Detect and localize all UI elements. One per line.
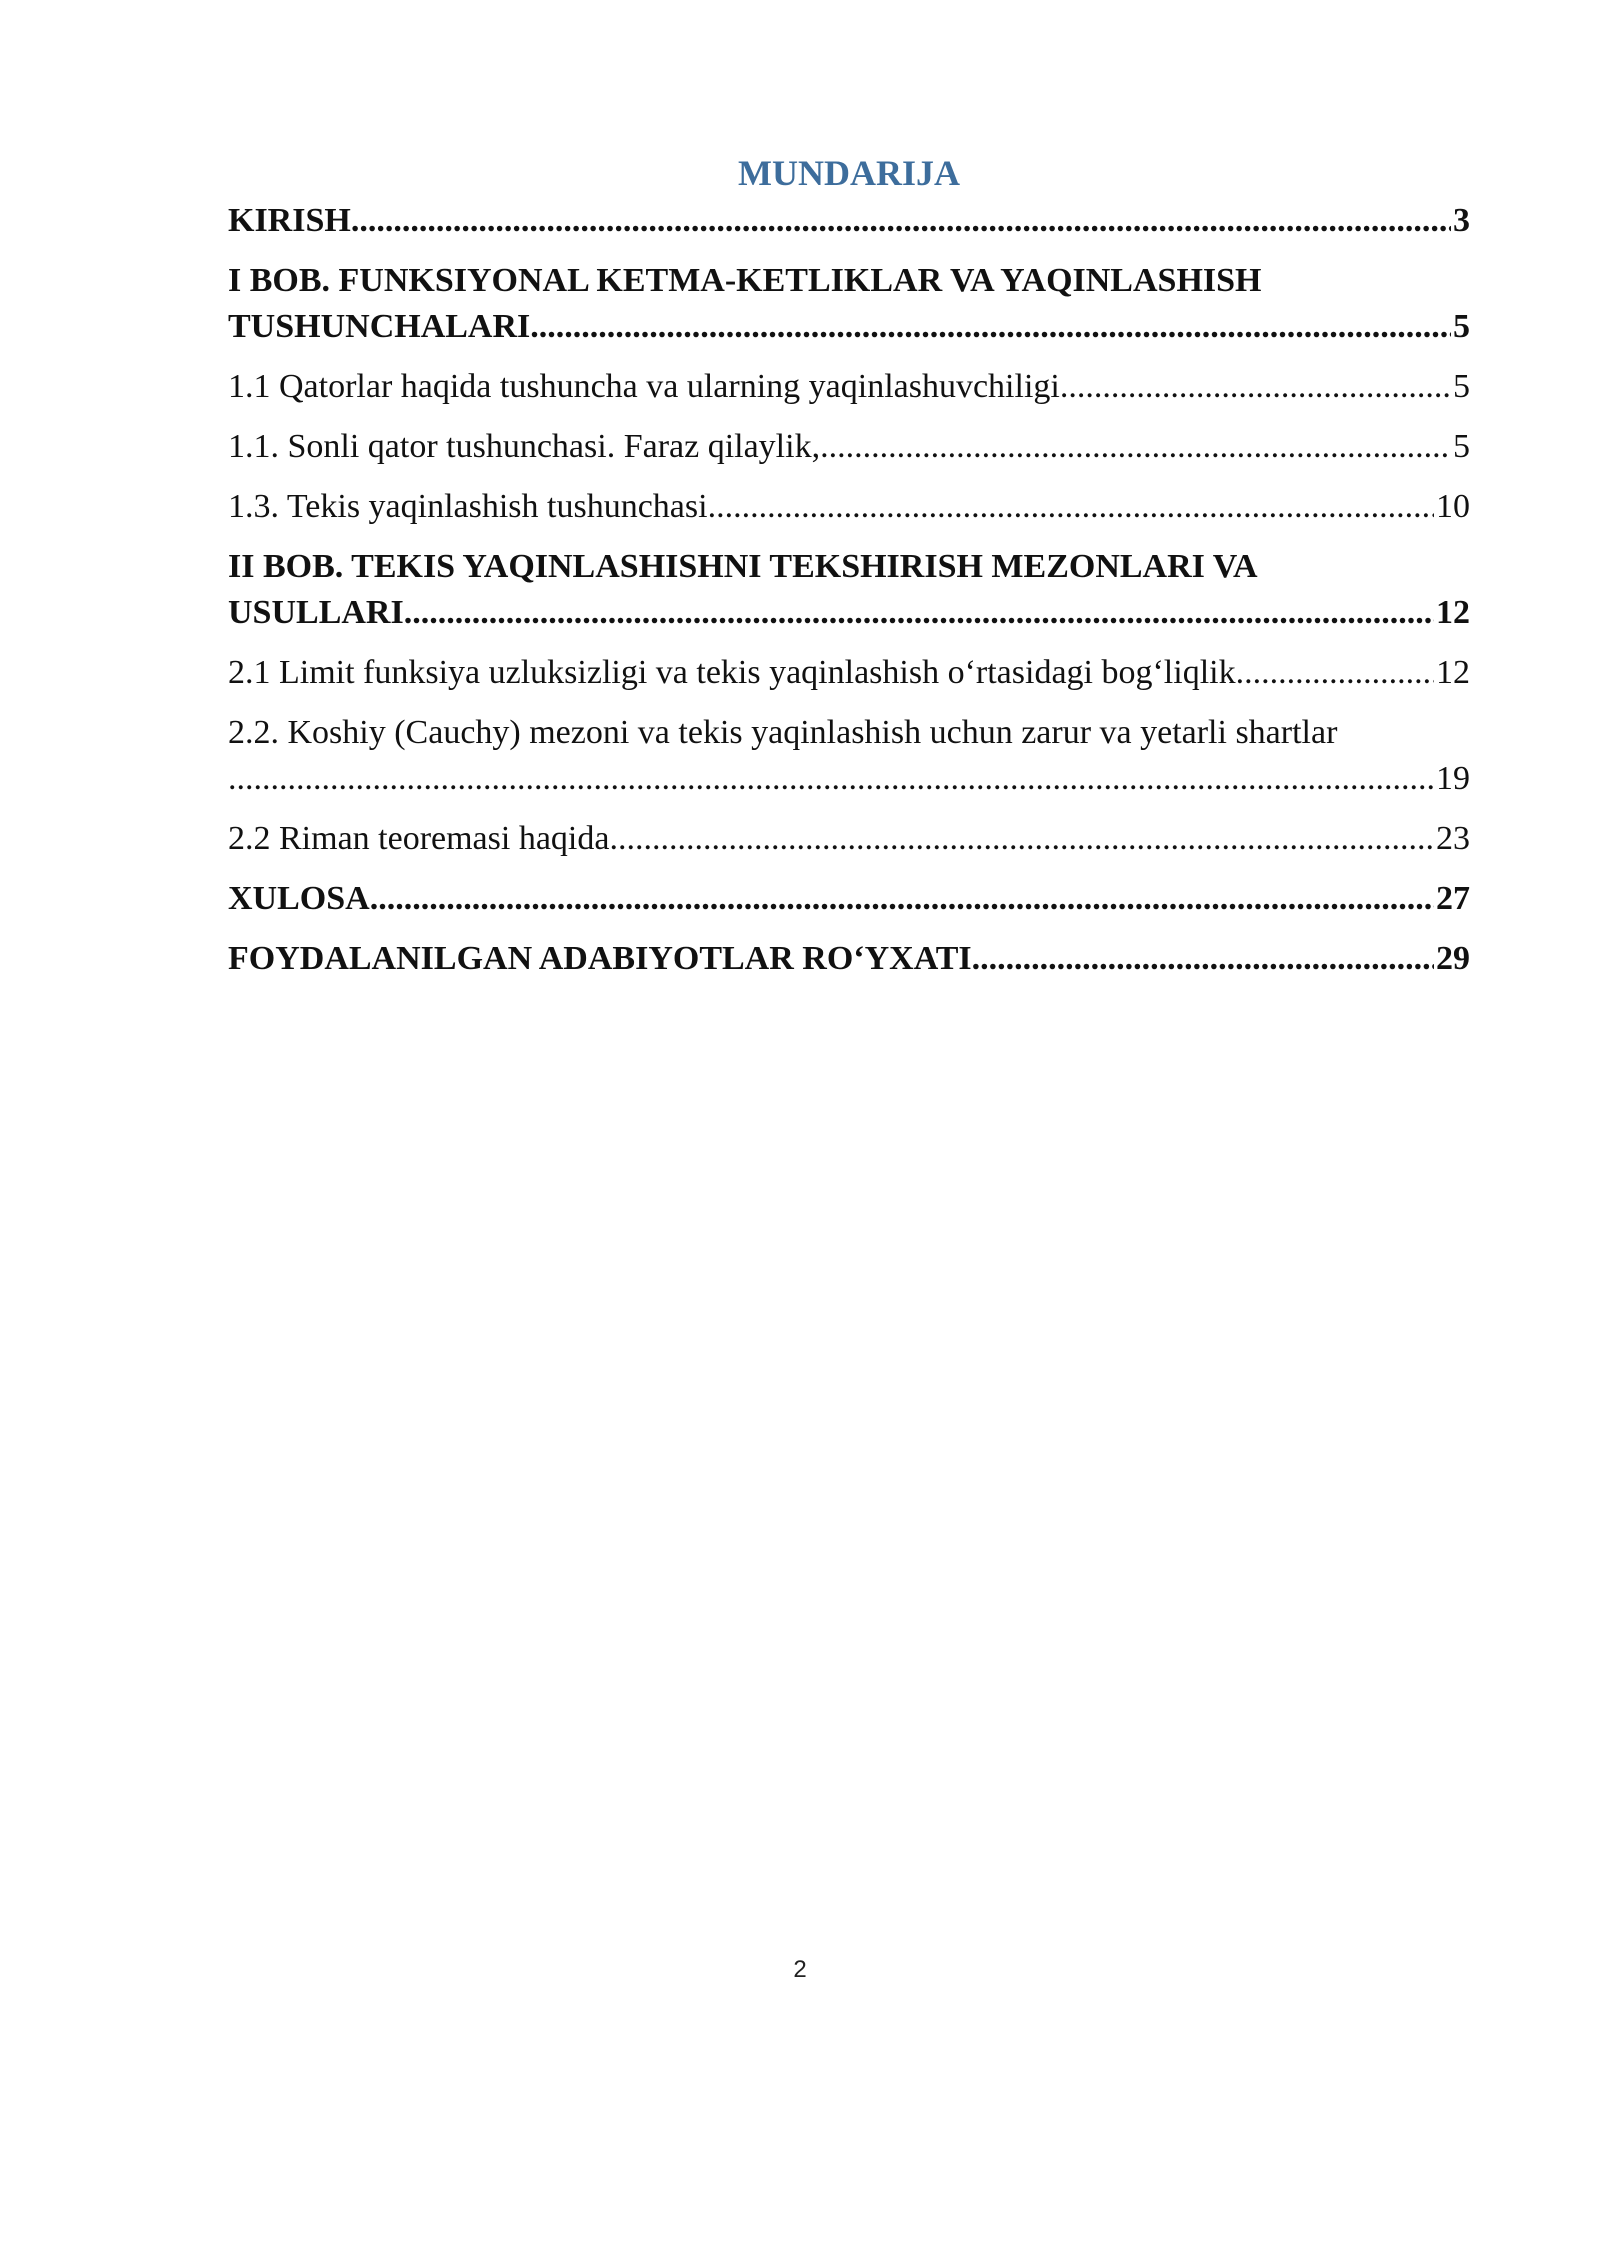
toc-entry-label: KIRISH xyxy=(228,202,351,239)
toc-entry-page: 12 xyxy=(1436,594,1470,631)
toc-entry-page: 3 xyxy=(1453,202,1470,239)
page-number: 2 xyxy=(793,1956,807,1983)
toc-entry-label: 2.2 Riman teoremasi haqida xyxy=(228,820,610,857)
toc-title: MUNDARIJA xyxy=(738,153,960,193)
toc-entry-1-3[interactable] xyxy=(228,484,1470,530)
toc-leader-dots xyxy=(1060,364,1451,410)
toc-entry-label: FOYDALANILGAN ADABIYOTLAR RO‘YXATI xyxy=(228,940,972,977)
toc-entry-page: 29 xyxy=(1436,940,1470,977)
toc-leader-dots xyxy=(820,424,1451,470)
toc-entry-page: 10 xyxy=(1436,488,1470,525)
toc-entry-page: 19 xyxy=(1436,760,1470,797)
toc-leader-dots xyxy=(351,198,1451,244)
toc-entry-label: USULLARI xyxy=(228,594,404,631)
toc-entry-label: TUSHUNCHALARI xyxy=(228,308,531,345)
toc-entry-label: 1.1. Sonli qator tushunchasi. Faraz qilaylik, xyxy=(228,428,821,465)
toc-entry-label: XULOSA xyxy=(228,880,370,917)
toc-leader-dots xyxy=(370,876,1434,922)
toc-leader-dots xyxy=(708,484,1434,530)
toc-entry-2-2-koshiy[interactable] xyxy=(228,710,1470,802)
toc-entry-kirish[interactable] xyxy=(228,198,1470,244)
toc-entry-label-line1: II BOB. TEKIS YAQINLASHISHNI TEKSHIRISH MEZONLARI VA xyxy=(228,548,1258,585)
toc-entry-page: 23 xyxy=(1436,820,1470,857)
toc-entry-references[interactable] xyxy=(228,936,1470,982)
toc-entry-label: 1.1 Qatorlar haqida tushuncha va ularning yaqinlashuvchiligi xyxy=(228,368,1060,405)
toc-entry-label-line1: I BOB. FUNKSIYONAL KETMA-KETLIKLAR VA YAQINLASHISH xyxy=(228,262,1262,299)
toc-entry-1-1-qatorlar[interactable] xyxy=(228,364,1470,410)
toc-entry-label-line1: 2.2. Koshiy (Cauchy) mezoni va tekis yaqinlashish uchun zarur va yetarli shartlar xyxy=(228,714,1338,751)
toc-entry-chapter-2[interactable] xyxy=(228,544,1470,636)
toc-entry-page: 5 xyxy=(1453,368,1470,405)
toc-entry-2-1[interactable] xyxy=(228,650,1470,696)
table-of-contents xyxy=(228,148,1470,982)
toc-entry-page: 27 xyxy=(1436,880,1470,917)
toc-entry-xulosa[interactable] xyxy=(228,876,1470,922)
toc-entry-page: 5 xyxy=(1453,428,1470,465)
toc-entry-2-2-riman[interactable] xyxy=(228,816,1470,862)
toc-entry-page: 5 xyxy=(1453,308,1470,345)
toc-entry-1-1-sonli[interactable] xyxy=(228,424,1470,470)
toc-leader-dots xyxy=(972,936,1434,982)
toc-entry-page: 12 xyxy=(1436,654,1470,691)
toc-leader-dots xyxy=(530,304,1451,350)
toc-leader-dots xyxy=(1236,650,1434,696)
toc-entry-label: 1.3. Tekis yaqinlashish tushunchasi xyxy=(228,488,708,525)
toc-leader-dots xyxy=(228,756,1434,802)
toc-leader-dots xyxy=(404,590,1434,636)
toc-leader-dots xyxy=(609,816,1434,862)
toc-entry-label: 2.1 Limit funksiya uzluksizligi va tekis yaqinlashish o‘rtasidagi bog‘liqlik xyxy=(228,654,1236,691)
toc-entry-chapter-1[interactable] xyxy=(228,258,1470,350)
